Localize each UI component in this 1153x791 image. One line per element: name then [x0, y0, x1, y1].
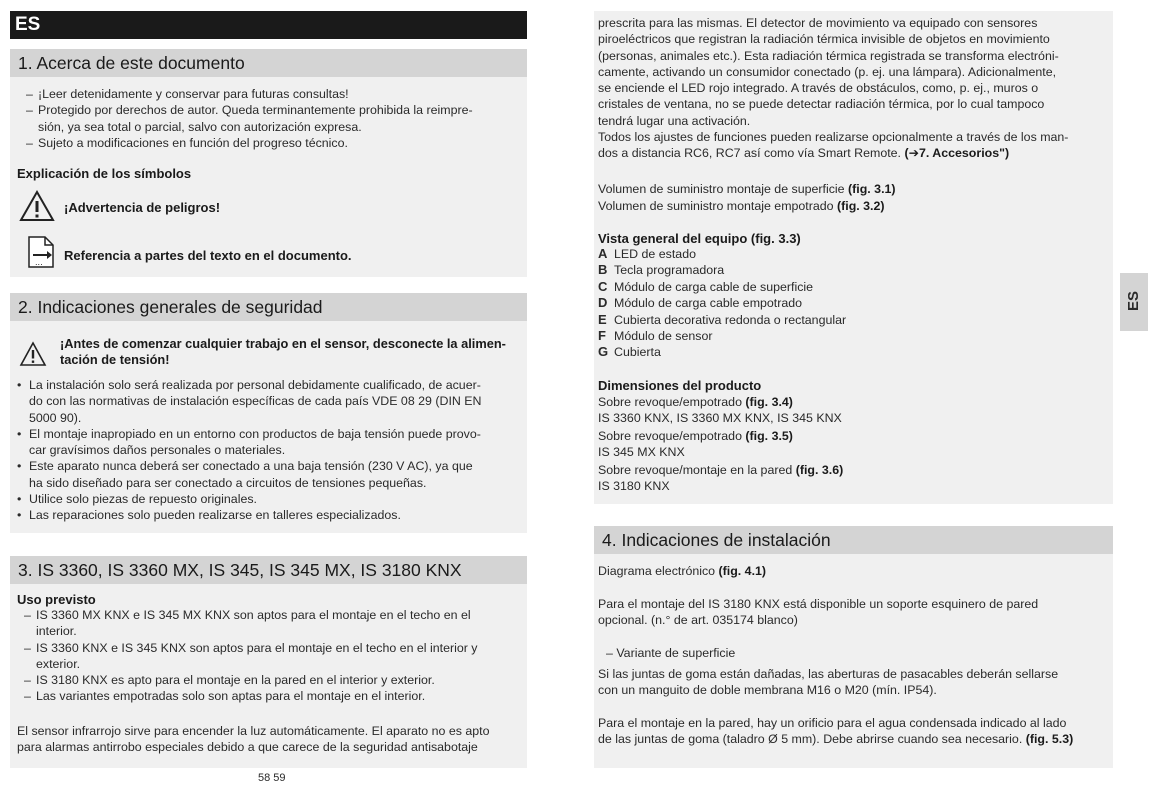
item-text: Módulo de carga cable de superficie: [614, 279, 814, 294]
supply-flush-text: Volumen de suministro montaje empotrado: [598, 199, 834, 213]
list-item: • Utilice solo piezas de repuesto originales.: [17, 491, 522, 507]
dim-label: [598, 394, 843, 410]
overview-list: [598, 246, 846, 361]
list-item: [598, 246, 846, 262]
section-1-title: 1. Acerca de este documento: [10, 49, 527, 77]
list-item: • Este aparato nunca deberá ser conectado a una baja tensión (230 V AC), ya que ha sido diseñado para ser conectado a circuitos de tensiones pequeñas.: [17, 458, 522, 491]
section-4-title: 4. Indicaciones de instalación: [594, 526, 1113, 554]
dim-label-text: Sobre revoque/montaje en la pared: [598, 463, 793, 477]
section-1-panel: [10, 49, 527, 277]
symbols-heading: Explicación de los símbolos: [17, 166, 192, 181]
intended-use-heading: Uso previsto: [17, 592, 96, 607]
item-text: Cubierta decorativa redonda o rectangular: [614, 312, 847, 327]
list-item: • La instalación solo será realizada por personal debidamente cualificado, de acuer- do con las normativas de instalación específicas de cada país VDE 08 29 (DIN EN 5000 90).: [17, 377, 522, 426]
dim-label-text: Sobre revoque/empotrado: [598, 395, 742, 409]
warning-symbol-label: ¡Advertencia de peligros!: [64, 200, 221, 215]
section-3-paragraph: El sensor infrarrojo sirve para encender la luz automáticamente. El aparato no es apto para alarmas antirrobo especiales debido a que carece de la seguridad antisabotaje: [17, 724, 490, 755]
item-letter: A: [598, 246, 608, 261]
dim-fig: (fig. 3.6): [795, 463, 844, 477]
item-letter: D: [598, 295, 608, 311]
diagram-line: [598, 563, 766, 579]
list-item: – Las variantes empotradas solo son aptas para el montaje en el interior.: [24, 688, 519, 704]
dim-models: IS 3360 KNX, IS 3360 MX KNX, IS 345 KNX: [598, 411, 842, 425]
dimensions-block: [598, 394, 843, 494]
lang-header-label: ES: [15, 14, 41, 35]
supply-surface-fig: (fig. 3.1): [848, 182, 896, 196]
list-item: – IS 3180 KNX es apto para el montaje en la pared en el interior y exterior.: [24, 672, 519, 688]
list-item: – Protegido por derechos de autor. Queda terminantemente prohibida la reimpre- sión, ya sea total o parcial, salvo con autorización expresa.: [26, 102, 521, 135]
overview-heading: Vista general del equipo (fig. 3.3): [598, 231, 801, 246]
wall-fig: (fig. 5.3): [1025, 732, 1074, 747]
item-letter: B: [598, 262, 608, 278]
intended-use-list: [24, 607, 519, 705]
document-reference-icon: [27, 235, 55, 269]
warning-triangle-icon: [19, 190, 55, 222]
list-item: – ¡Leer detenidamente y conservar para futuras consultas!: [26, 86, 521, 102]
item-text: LED de estado: [614, 247, 696, 261]
safety-warning: ¡Antes de comenzar cualquier trabajo en el sensor, desconecte la alimen- tación de tensión!: [60, 336, 506, 367]
supply-surface-text: Volumen de suministro montaje de superficie: [598, 182, 845, 196]
list-item: [598, 295, 846, 311]
dim-label-text: Sobre revoque/empotrado: [598, 429, 742, 443]
list-item: [598, 328, 846, 344]
item-text: Cubierta: [614, 345, 661, 360]
item-letter: G: [598, 344, 609, 360]
accessories-reference: (➔7. Accesorios"): [904, 146, 1010, 161]
intro-lines: prescrita para las mismas. El detector de movimiento va equipado con sensores piroeléctricos que registran la radiación térmica invisible de objetos en movimiento (personas, animales etc.). Esta radiación térmica registrada se transforma electróni- camente, activando un consumidor conectado (p. ej. una lámpara). Adicionalmente, se enciende el LED rojo integrado. A través de obstáculos, como, p. ej., muros o cristales de ventana, no se puede detectar radiación térmica, por lo cual tampoco tendrá lugar una activación. Todos los ajustes de funciones pueden realizarse opcionalmente a través de los man- dos a distancia RC6, RC7 así como vía Smart Remote.: [598, 16, 1069, 161]
dim-fig: (fig. 3.4): [745, 395, 793, 409]
section-1-bullets: [26, 86, 521, 151]
section-2-title: 2. Indicaciones generales de seguridad: [10, 293, 527, 321]
wall-paragraph: [598, 715, 1073, 748]
supply-flush: [598, 198, 885, 214]
list-item: [598, 312, 846, 328]
list-item: – Sujeto a modificaciones en función del progreso técnico.: [26, 135, 521, 151]
reference-symbol-label: Referencia a partes del texto en el documento.: [64, 248, 352, 263]
section-2-bullets: [17, 377, 522, 524]
list-item: • Las reparaciones solo pueden realizarse en talleres especializados.: [17, 507, 522, 523]
dimensions-heading: Dimensiones del producto: [598, 378, 762, 393]
supply-flush-fig: (fig. 3.2): [837, 199, 885, 213]
variant-label: – Variante de superficie: [606, 646, 736, 660]
dim-models: IS 3180 KNX: [598, 479, 670, 493]
dim-label: [598, 462, 843, 478]
mount-paragraph: Para el montaje del IS 3180 KNX está disponible un soporte esquinero de pared opcional. (n.° de art. 035174 blanco): [598, 597, 1039, 628]
diagram-fig: (fig. 4.1): [718, 564, 767, 578]
dim-label: [598, 428, 843, 444]
list-item: [598, 262, 846, 278]
dim-models: IS 345 MX KNX: [598, 445, 685, 459]
list-item: – IS 3360 MX KNX e IS 345 MX KNX son aptos para el montaje en el techo en el interior.: [24, 607, 519, 640]
list-item: – IS 3360 KNX e IS 345 KNX son aptos para el montaje en el techo en el interior y exterior.: [24, 640, 519, 673]
wall-text: Para el montaje en la pared, hay un orificio para el agua condensada indicado al lado de las juntas de goma (taladro Ø 5 mm). Debe abrirse cuando sea necesario.: [598, 716, 1067, 747]
supply-surface: [598, 181, 896, 197]
item-letter: E: [598, 311, 607, 327]
item-text: Módulo de sensor: [614, 329, 713, 344]
item-text: Tecla programadora: [614, 263, 725, 278]
warning-triangle-icon: [19, 341, 47, 367]
item-text: Módulo de carga cable empotrado: [614, 296, 803, 311]
dim-fig: (fig. 3.5): [745, 429, 793, 443]
diagram-text: Diagrama electrónico: [598, 564, 716, 578]
intro-text: [598, 15, 1108, 162]
list-item: [598, 279, 846, 295]
section-3-title: 3. IS 3360, IS 3360 MX, IS 345, IS 345 MX, IS 3180 KNX: [10, 556, 527, 584]
item-letter: C: [598, 278, 608, 294]
list-item: [598, 344, 846, 360]
svg-text:...: ...: [35, 258, 43, 267]
page-numbers: 58 59: [258, 772, 286, 784]
lang-header-bar: [10, 11, 527, 39]
side-language-label: ES: [1125, 291, 1142, 312]
list-item: • El montaje inapropiado en un entorno con productos de baja tensión puede provo- car gravísimos daños personales o materiales.: [17, 426, 522, 459]
item-letter: F: [598, 328, 606, 344]
seal-paragraph: Si las juntas de goma están dañadas, las aberturas de pasacables deberán sellarse con un manguito de doble membrana M16 o M20 (mín. IP54).: [598, 667, 1059, 698]
